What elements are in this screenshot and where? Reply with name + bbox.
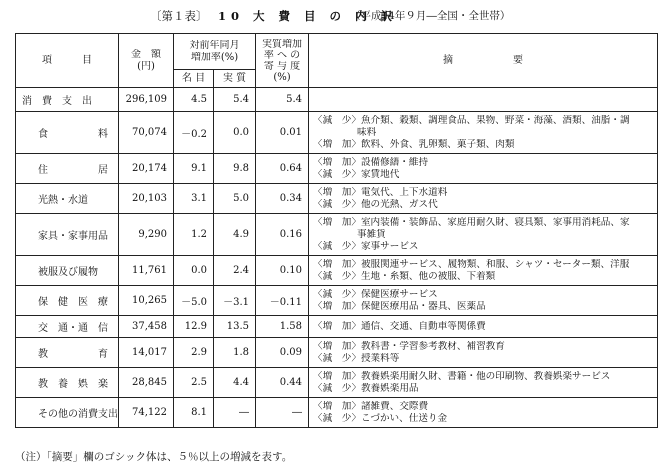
column-header-item: 項 目 [16, 34, 119, 88]
cell-item: 光熱・水道 [16, 184, 119, 214]
summary-label: 〈増 加〉 [313, 156, 361, 168]
summary-text: 事雑貨 [357, 228, 386, 240]
summary-label: 〈増 加〉 [313, 370, 361, 382]
cell-contrib: 0.34 [256, 184, 309, 214]
cell-amount: 28,845 [119, 368, 174, 398]
cell-real: 13.5 [214, 316, 256, 338]
summary-text: 保健医療用品・器具、医薬品 [360, 300, 486, 312]
table-title-bar [0, 7, 671, 25]
cell-item: 保 健 医 療 [16, 286, 119, 316]
summary-label: 〈減 少〉 [313, 114, 361, 126]
column-header-real: 実 質 [214, 70, 256, 88]
summary-text: 家事サービス [360, 240, 419, 252]
summary-text: 室内装備・装飾品、家庭用耐久財、寝具類、家事用消耗品、家 [360, 216, 630, 228]
summary-text: 飲料、外食、乳卵類、菓子類、肉類 [360, 138, 515, 150]
cell-real: 9.8 [214, 154, 256, 184]
cell-amount: 10,265 [119, 286, 174, 316]
summary-text: 教科書・学習参考教材、補習教育 [360, 340, 505, 352]
summary-line [313, 271, 653, 283]
summary-text: 教養娯楽用品 [360, 382, 419, 394]
table-row [16, 112, 658, 154]
summary-text: 設備修繕・維持 [360, 156, 429, 168]
table-row [16, 154, 658, 184]
cell-summary [309, 338, 658, 368]
cell-nominal: －0.2 [174, 112, 214, 154]
cell-contrib: 0.09 [256, 338, 309, 368]
cell-summary [309, 286, 658, 316]
cell-contrib: 0.64 [256, 154, 309, 184]
cell-contrib: 0.44 [256, 368, 309, 398]
cell-contrib: －0.11 [256, 286, 309, 316]
cell-item: 食 料 [16, 112, 119, 154]
cell-contrib: 1.58 [256, 316, 309, 338]
summary-text: 通信、交通、自動車等関係費 [360, 320, 486, 332]
summary-line [313, 401, 653, 413]
cell-nominal: 2.9 [174, 338, 214, 368]
table-row [16, 88, 658, 112]
summary-label: 〈増 加〉 [313, 400, 361, 412]
cell-item: 被服及び履物 [16, 256, 119, 286]
summary-line [313, 199, 653, 211]
summary-label: 〈増 加〉 [313, 258, 361, 270]
summary-label: 〈減 少〉 [313, 240, 361, 252]
header-row [16, 34, 658, 70]
cell-item: 消 費 支 出 [16, 88, 119, 112]
cell-amount: 9,290 [119, 214, 174, 256]
cell-item: その他の消費支出 [16, 398, 119, 428]
summary-label: 〈増 加〉 [313, 138, 361, 150]
table-row [16, 286, 658, 316]
column-header-contribution: 実質増加 率 へ の 寄 与 度 (%) [256, 34, 309, 88]
cell-summary [309, 398, 658, 428]
summary-text: 家賃地代 [360, 168, 400, 180]
summary-label: 〈増 加〉 [313, 340, 361, 352]
summary-line [313, 259, 653, 271]
summary-text: 魚介類、穀類、調理食品、果物、野菜・海藻、酒類、油脂・調 [360, 114, 630, 126]
cell-summary [309, 154, 658, 184]
column-header-nominal: 名 目 [174, 70, 214, 88]
summary-text: 他の光熱、ガス代 [360, 198, 438, 210]
cell-nominal: 4.5 [174, 88, 214, 112]
summary-line [313, 321, 653, 333]
summary-line [313, 301, 653, 313]
column-header-amount: 金 額 (円) [119, 34, 174, 88]
cell-nominal: 1.2 [174, 214, 214, 256]
summary-line [313, 157, 653, 169]
cell-nominal: 0.0 [174, 256, 214, 286]
table-row [16, 338, 658, 368]
summary-line [313, 229, 653, 241]
cell-summary [309, 112, 658, 154]
table-body [16, 88, 658, 428]
cell-real: 1.8 [214, 338, 256, 368]
expenditure-table [15, 33, 658, 428]
cell-nominal: 3.1 [174, 184, 214, 214]
summary-line [313, 341, 653, 353]
summary-line [313, 413, 653, 425]
summary-label: 〈減 少〉 [313, 198, 361, 210]
cell-real: 5.4 [214, 88, 256, 112]
summary-label: 〈減 少〉 [313, 270, 361, 282]
cell-contrib: 5.4 [256, 88, 309, 112]
summary-line [313, 115, 653, 127]
cell-amount: 20,103 [119, 184, 174, 214]
cell-summary [309, 256, 658, 286]
summary-line [313, 241, 653, 253]
summary-line [313, 383, 653, 395]
cell-nominal: 9.1 [174, 154, 214, 184]
cell-amount: 11,761 [119, 256, 174, 286]
summary-label: 〈減 少〉 [313, 382, 361, 394]
summary-line [313, 127, 653, 139]
table-number: 〔第１表〕 [150, 9, 208, 23]
summary-text: 授業料等 [360, 352, 400, 364]
summary-label: 〈減 少〉 [313, 412, 361, 424]
table-row [16, 316, 658, 338]
cell-amount: 70,074 [119, 112, 174, 154]
summary-label: 〈増 加〉 [313, 300, 361, 312]
cell-contrib: ― [256, 398, 309, 428]
summary-text: 教養娯楽用耐久財、書籍・他の印刷物、教養娯楽サービス [360, 370, 611, 382]
cell-real: ― [214, 398, 256, 428]
cell-nominal: 2.5 [174, 368, 214, 398]
summary-label: 〈減 少〉 [313, 352, 361, 364]
summary-label: 〈減 少〉 [313, 168, 361, 180]
page-title: 10 大 費 目 の 内 訳 [218, 9, 398, 23]
cell-item: 教 養 娯 楽 [16, 368, 119, 398]
summary-label: 〈増 加〉 [313, 320, 361, 332]
summary-line [313, 169, 653, 181]
summary-line [313, 139, 653, 151]
table-row [16, 256, 658, 286]
cell-real: －3.1 [214, 286, 256, 316]
summary-label: 〈減 少〉 [313, 288, 361, 300]
summary-line [313, 217, 653, 229]
summary-label: 〈増 加〉 [313, 186, 361, 198]
summary-text: 諸雑費、交際費 [360, 400, 429, 412]
summary-text: 保健医療サービス [360, 288, 438, 300]
summary-line [313, 187, 653, 199]
cell-nominal: －5.0 [174, 286, 214, 316]
footnote: （注）「摘要」欄のゴシック体は、５％以上の増減を表す。 [15, 451, 293, 463]
cell-contrib: 0.10 [256, 256, 309, 286]
summary-text: 被服関連サービス、履物類、和服、シャツ・セーター類、洋服 [360, 258, 630, 270]
summary-line [313, 371, 653, 383]
summary-text: 電気代、上下水道料 [360, 186, 448, 198]
cell-nominal: 12.9 [174, 316, 214, 338]
cell-item: 交 通・通 信 [16, 316, 119, 338]
table-scope: （平成14年９月―全国・全世帯） [350, 10, 511, 22]
cell-amount: 37,458 [119, 316, 174, 338]
cell-amount: 20,174 [119, 154, 174, 184]
cell-contrib: 0.01 [256, 112, 309, 154]
cell-amount: 296,109 [119, 88, 174, 112]
cell-item: 住 居 [16, 154, 119, 184]
column-header-summary: 摘 要 [309, 34, 658, 88]
cell-summary [309, 88, 658, 112]
summary-label: 〈増 加〉 [313, 216, 361, 228]
cell-amount: 14,017 [119, 338, 174, 368]
cell-real: 4.9 [214, 214, 256, 256]
cell-real: 5.0 [214, 184, 256, 214]
cell-nominal: 8.1 [174, 398, 214, 428]
cell-summary [309, 316, 658, 338]
summary-text: こづかい、仕送り金 [360, 412, 448, 424]
cell-summary [309, 214, 658, 256]
cell-summary [309, 368, 658, 398]
table-row [16, 368, 658, 398]
cell-amount: 74,122 [119, 398, 174, 428]
cell-real: 2.4 [214, 256, 256, 286]
summary-text: 味料 [357, 126, 377, 138]
summary-text: 生地・糸類、他の被服、下着類 [360, 270, 496, 282]
cell-contrib: 0.16 [256, 214, 309, 256]
summary-line [313, 353, 653, 365]
cell-item: 家具・家事用品 [16, 214, 119, 256]
column-header-change: 対前年同月 増加率(%) [174, 34, 256, 70]
table-row [16, 398, 658, 428]
cell-real: 4.4 [214, 368, 256, 398]
cell-summary [309, 184, 658, 214]
cell-real: 0.0 [214, 112, 256, 154]
table-row [16, 184, 658, 214]
cell-item: 教 育 [16, 338, 119, 368]
summary-line [313, 289, 653, 301]
table-row [16, 214, 658, 256]
